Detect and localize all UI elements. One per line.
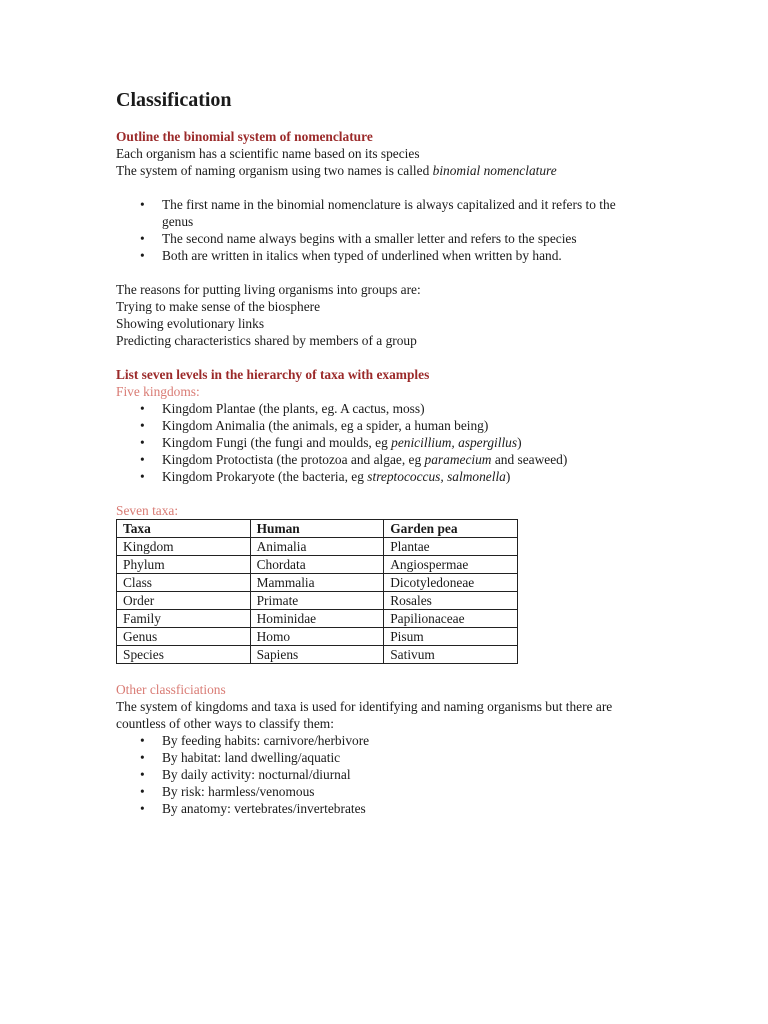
table-cell: Order <box>117 592 251 610</box>
table-row <box>117 628 518 646</box>
list-item: • Kingdom Fungi (the fungi and moulds, eg penicillium, aspergillus) <box>116 434 626 451</box>
paragraph-line: The reasons for putting living organisms into groups are: <box>116 282 421 297</box>
page-title: Classification <box>116 89 232 111</box>
subheading-other-classifications: Other classficiations <box>116 682 226 697</box>
table-cell: Chordata <box>250 556 384 574</box>
table-cell: Plantae <box>384 538 518 556</box>
table-row <box>117 538 518 556</box>
table-cell: Class <box>117 574 251 592</box>
table-cell: Genus <box>117 628 251 646</box>
list-item: • Kingdom Protoctista (the protozoa and algae, eg paramecium and seaweed) <box>116 451 626 468</box>
list-item: • Kingdom Prokaryote (the bacteria, eg streptococcus, salmonella) <box>116 468 626 485</box>
table-row <box>117 646 518 664</box>
section-heading-taxa: List seven levels in the hierarchy of taxa with examples <box>116 367 430 382</box>
table-header-row <box>117 520 518 538</box>
table-cell: Homo <box>250 628 384 646</box>
list-item: • By daily activity: nocturnal/diurnal <box>116 766 626 783</box>
list-item: • By risk: harmless/venomous <box>116 783 626 800</box>
taxa-table <box>116 519 518 664</box>
table-header-cell: Taxa <box>117 520 251 538</box>
text-run-italic: binomial nomenclature <box>432 163 557 178</box>
table-header-cell: Human <box>250 520 384 538</box>
paragraph-line: Showing evolutionary links <box>116 316 265 331</box>
binomial-bullet-list <box>116 196 626 264</box>
table-cell: Sapiens <box>250 646 384 664</box>
text-run: The system of naming organism using two names is called <box>116 163 433 178</box>
kingdoms-bullet-list <box>116 400 626 485</box>
subheading-five-kingdoms: Five kingdoms: <box>116 384 200 399</box>
list-item: • By habitat: land dwelling/aquatic <box>116 749 626 766</box>
list-item: • The first name in the binomial nomenclature is always capitalized and it refers to the genus <box>116 196 626 230</box>
table-row <box>117 574 518 592</box>
list-item: • Kingdom Animalia (the animals, eg a spider, a human being) <box>116 417 626 434</box>
table-cell: Hominidae <box>250 610 384 628</box>
section-heading-binomial: Outline the binomial system of nomenclature <box>116 129 373 144</box>
paragraph-line: Each organism has a scientific name based on its species <box>116 146 420 161</box>
table-cell: Angiospermae <box>384 556 518 574</box>
table-cell: Rosales <box>384 592 518 610</box>
table-cell: Kingdom <box>117 538 251 556</box>
list-item: • Both are written in italics when typed of underlined when written by hand. <box>116 247 626 264</box>
table-cell: Phylum <box>117 556 251 574</box>
table-row <box>117 610 518 628</box>
subheading-seven-taxa: Seven taxa: <box>116 503 179 518</box>
paragraph-line <box>116 162 626 179</box>
table-header-cell: Garden pea <box>384 520 518 538</box>
table-cell: Sativum <box>384 646 518 664</box>
table-cell: Mammalia <box>250 574 384 592</box>
other-classifications-bullet-list <box>116 732 626 817</box>
paragraph-line: Trying to make sense of the biosphere <box>116 299 321 314</box>
table-cell: Family <box>117 610 251 628</box>
list-item: • By feeding habits: carnivore/herbivore <box>116 732 626 749</box>
list-item: • Kingdom Plantae (the plants, eg. A cactus, moss) <box>116 400 626 417</box>
table-row <box>117 556 518 574</box>
table-row <box>117 592 518 610</box>
table-cell: Dicotyledoneae <box>384 574 518 592</box>
list-item: • By anatomy: vertebrates/invertebrates <box>116 800 626 817</box>
table-cell: Papilionaceae <box>384 610 518 628</box>
table-cell: Animalia <box>250 538 384 556</box>
document-content <box>116 88 626 817</box>
paragraph: The system of kingdoms and taxa is used for identifying and naming organisms but there are countless of other ways to classify them: <box>116 699 613 731</box>
table-cell: Pisum <box>384 628 518 646</box>
table-cell: Species <box>117 646 251 664</box>
list-item: • The second name always begins with a smaller letter and refers to the species <box>116 230 626 247</box>
table-cell: Primate <box>250 592 384 610</box>
paragraph-line: Predicting characteristics shared by members of a group <box>116 333 417 348</box>
